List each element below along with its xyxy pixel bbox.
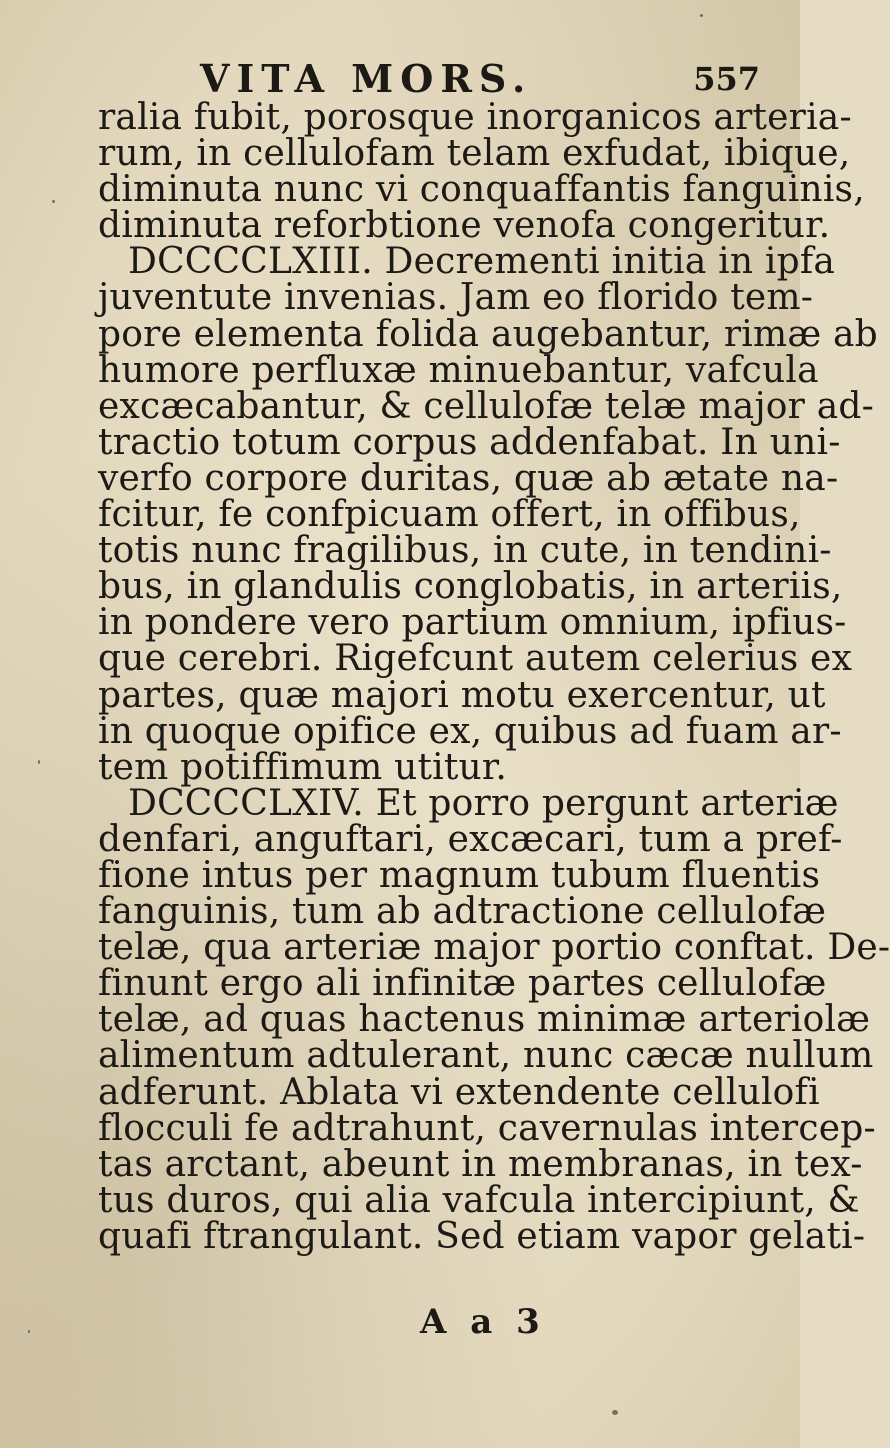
paper-speck bbox=[52, 200, 55, 203]
text-line: diminuta reforbtione venofa congeritur. bbox=[98, 205, 831, 247]
text-line: fanguinis, tum ab adtractione cellulofæ bbox=[98, 891, 827, 933]
text-line: bus, in glandulis conglobatis, in arteriis, bbox=[98, 566, 843, 608]
text-line: ralia fubit, porosque inorganicos arteria- bbox=[98, 97, 852, 138]
text-line: humore perfluxæ minuebantur, vafcula bbox=[98, 349, 819, 391]
text-line: denfari, anguftari, excæcari, tum a pref- bbox=[98, 818, 843, 860]
paper-speck bbox=[700, 14, 703, 17]
text-line: verfo corpore duritas, quæ ab ætate na- bbox=[98, 457, 839, 499]
text-line: que cerebri. Rigefcunt autem celerius ex bbox=[98, 638, 853, 680]
text-line: fione intus per magnum tubum fluentis bbox=[98, 854, 821, 896]
paragraph-start-line: DCCCCLXIII. Decrementi initia in ipfa bbox=[128, 241, 836, 283]
text-line: tractio totum corpus addenfabat. In uni- bbox=[98, 421, 841, 463]
text-line: in quoque opifice ex, quibus ad fuam ar- bbox=[98, 710, 842, 752]
text-line: tem potiffimum utitur. bbox=[98, 746, 508, 788]
text-line: excæcabantur, & cellulofæ telæ major ad- bbox=[98, 385, 875, 427]
text-line: alimentum adtulerant, nunc cæcæ nullum bbox=[98, 1035, 874, 1077]
text-line: partes, quæ majori motu exercentur, ut bbox=[98, 674, 826, 716]
text-line: juventute invenias. Jam eo florido tem- bbox=[98, 277, 814, 319]
running-title: VITA MORS. bbox=[200, 56, 533, 101]
text-line: adferunt. Ablata vi extendente cellulofi bbox=[98, 1071, 820, 1113]
text-line: telæ, ad quas hactenus minimæ arteriolæ bbox=[98, 999, 871, 1041]
text-line: finunt ergo ali infinitæ partes cellulofæ bbox=[98, 963, 827, 1005]
text-line: diminuta nunc vi conquaffantis fanguinis, bbox=[98, 169, 865, 211]
text-line: tas arctant, abeunt in membranas, in tex- bbox=[98, 1143, 863, 1185]
text-line: fcitur, fe confpicuam offert, in offibus, bbox=[98, 494, 801, 536]
page-number: 557 bbox=[693, 60, 760, 98]
paper-speck bbox=[28, 1330, 30, 1333]
paper-speck bbox=[612, 1410, 618, 1415]
signature-mark: A a 3 bbox=[420, 1302, 546, 1342]
text-line: totis nunc fragilibus, in cute, in tendini- bbox=[98, 530, 832, 572]
text-line: flocculi fe adtrahunt, cavernulas intercep- bbox=[98, 1107, 876, 1149]
text-line: quafi ftrangulant. Sed etiam vapor gelati- bbox=[98, 1215, 866, 1257]
body-text bbox=[98, 97, 890, 1257]
paragraph-start-line: DCCCCLXIV. Et porro pergunt arteriæ bbox=[128, 782, 839, 824]
paper-speck bbox=[38, 760, 40, 764]
text-line: pore elementa folida augebantur, rimæ ab bbox=[98, 313, 878, 355]
text-line: tus duros, qui alia vafcula intercipiunt, & bbox=[98, 1179, 860, 1221]
text-line: in pondere vero partium omnium, ipfius- bbox=[98, 602, 847, 644]
text-line: telæ, qua arteriæ major portio conftat. De- bbox=[98, 927, 890, 969]
text-line: rum, in cellulofam telam exfudat, ibique, bbox=[98, 133, 851, 175]
